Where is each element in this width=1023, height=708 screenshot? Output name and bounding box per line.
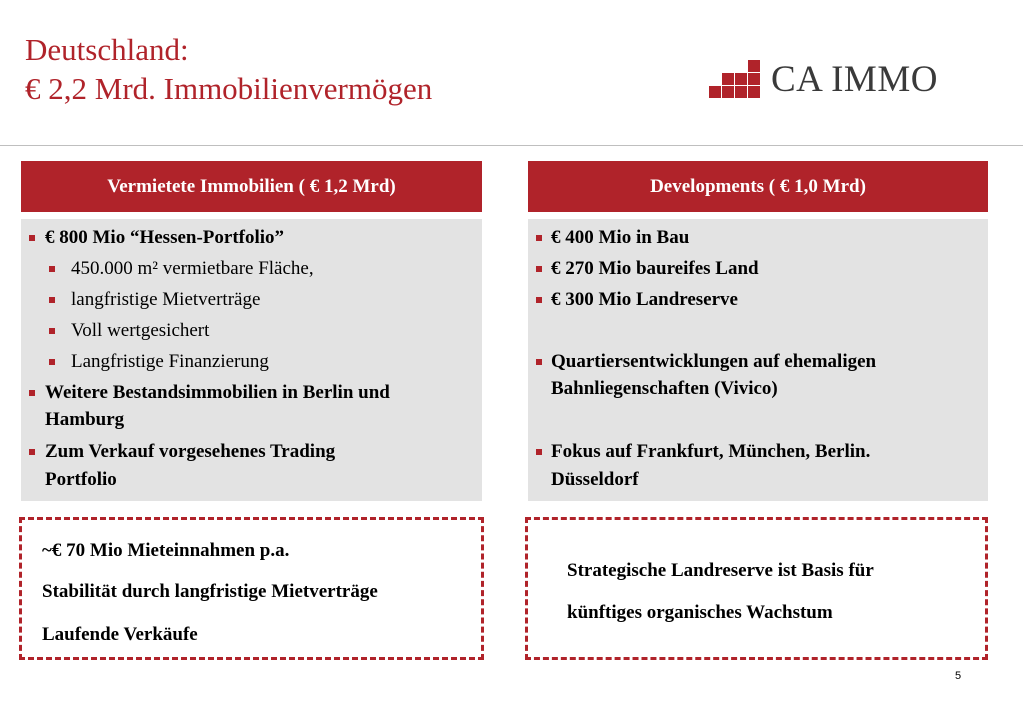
list-item: langfristige Mietverträge: [71, 289, 261, 310]
logo-text: CA IMMO: [771, 59, 938, 100]
right-heading: Developments ( € 1,0 Mrd): [528, 161, 988, 212]
bullet-icon: [49, 328, 55, 334]
right-note-box: [525, 517, 988, 660]
list-item: Voll wertgesichert: [71, 320, 210, 341]
left-note-box: [19, 517, 484, 660]
note-line: Laufende Verkäufe: [42, 624, 198, 645]
left-panel: [21, 219, 482, 501]
list-item: Weitere Bestandsimmobilien in Berlin und: [45, 382, 390, 403]
bullet-icon: [536, 266, 542, 272]
bullet-icon: [536, 235, 542, 241]
list-item: Zum Verkauf vorgesehenes Trading: [45, 441, 336, 462]
title-line-2: € 2,2 Mrd. Immobilienvermögen: [25, 71, 433, 106]
list-item: € 800 Mio “Hessen-Portfolio”: [45, 227, 285, 248]
list-item-continuation: Düsseldorf: [551, 469, 639, 490]
note-line: Strategische Landreserve ist Basis für: [567, 560, 874, 581]
list-item: 450.000 m² vermietbare Fläche,: [71, 258, 314, 279]
list-item-continuation: Bahnliegenschaften (Vivico): [551, 378, 778, 399]
bullet-icon: [49, 297, 55, 303]
right-panel: [528, 219, 988, 501]
bullet-icon: [536, 359, 542, 365]
left-heading: Vermietete Immobilien ( € 1,2 Mrd): [21, 161, 482, 212]
list-item-continuation: Portfolio: [45, 469, 117, 490]
bullet-icon: [536, 297, 542, 303]
page-title: [25, 30, 432, 108]
list-item: Quartiersentwicklungen auf ehemaligen: [551, 351, 877, 372]
bullet-icon: [29, 235, 35, 241]
list-item: € 400 Mio in Bau: [551, 227, 690, 248]
title-line-1: Deutschland:: [25, 32, 189, 67]
bullet-icon: [29, 449, 35, 455]
bullet-icon: [49, 266, 55, 272]
list-item: Langfristige Finanzierung: [71, 351, 269, 372]
bullet-icon: [29, 390, 35, 396]
company-logo: [709, 56, 969, 104]
list-item-continuation: Hamburg: [45, 409, 125, 430]
logo-blocks-icon: [709, 56, 765, 104]
header-divider: [0, 145, 1023, 146]
bullet-icon: [536, 449, 542, 455]
note-line: ~€ 70 Mio Mieteinnahmen p.a.: [42, 540, 290, 561]
list-item: € 270 Mio baureifes Land: [551, 258, 759, 279]
list-item: Fokus auf Frankfurt, München, Berlin.: [551, 441, 871, 462]
list-item: € 300 Mio Landreserve: [551, 289, 738, 310]
bullet-icon: [49, 359, 55, 365]
note-line: Stabilität durch langfristige Mietverträge: [42, 581, 378, 602]
page-number: 5: [955, 670, 962, 682]
note-line: künftiges organisches Wachstum: [567, 602, 833, 623]
